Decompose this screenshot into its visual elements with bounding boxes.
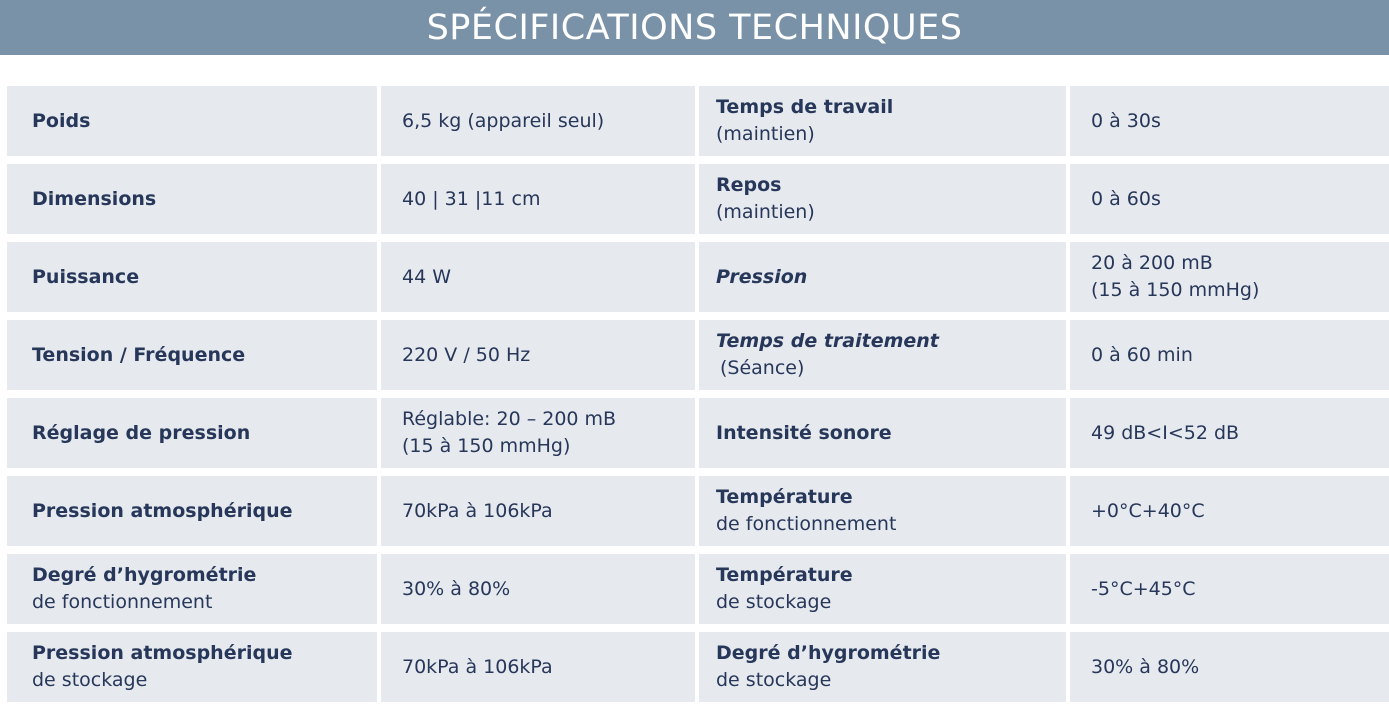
spec-value-cell [381,398,695,468]
spec-label-cell [7,476,377,546]
spec-label: Poids [32,109,91,132]
spec-label: Température [716,564,853,586]
spec-label-cell [7,320,377,390]
spec-label-cell [7,242,377,312]
spec-label-cell [699,242,1066,312]
spec-value: 40 | 31 |11 cm [402,187,541,210]
spec-value: 6,5 kg (appareil seul) [402,109,605,132]
spec-label: Dimensions [32,187,157,210]
spec-value: 0 à 30s [1091,109,1161,132]
header-banner [0,0,1389,55]
spec-label-cell [7,164,377,234]
spec-value-cell [1070,86,1389,156]
spec-label-sub: de stockage [716,591,832,613]
spec-label: Intensité sonore [716,421,892,444]
spec-value-cell [1070,242,1389,312]
spec-label-cell [7,632,377,702]
spec-value: (15 à 150 mmHg) [402,435,571,457]
spec-value-cell [1070,398,1389,468]
spec-value: +0°C+40°C [1091,499,1205,522]
spec-label: Temps de travail [716,96,894,118]
spec-value: 0 à 60 min [1091,343,1193,366]
spec-value: 30% à 80% [402,577,511,600]
spec-label-cell [699,554,1066,624]
spec-label-cell [7,86,377,156]
spec-value-cell [381,86,695,156]
spec-label-cell [699,632,1066,702]
spec-label: Tension / Fréquence [32,343,246,366]
spec-value-cell [1070,320,1389,390]
spec-label-cell [699,320,1066,390]
spec-value-cell [381,554,695,624]
spec-label-sub: de fonctionnement [32,591,213,613]
spec-value: 44 W [402,265,452,288]
spec-value: 0 à 60s [1091,187,1161,210]
spec-label-cell [699,476,1066,546]
spec-label-cell [7,398,377,468]
spec-label-sub: de stockage [716,669,832,691]
spec-table [7,86,1389,702]
spec-value: 30% à 80% [1091,655,1200,678]
spec-label: Temps de traitement [716,330,939,352]
spec-label: Repos [716,174,782,196]
spec-label-sub: (maintien) [716,123,815,145]
spec-value-cell [1070,632,1389,702]
spec-label: Réglage de pression [32,421,251,444]
spec-value-cell [1070,554,1389,624]
spec-label: Pression atmosphérique [32,499,293,522]
spec-value: Réglable: 20 – 200 mB [402,408,617,430]
spec-label: Température [716,486,853,508]
spec-label: Degré d’hygrométrie [716,642,941,664]
spec-label: Pression atmosphérique [32,642,293,664]
spec-label-cell [699,398,1066,468]
spec-value-cell [381,164,695,234]
spec-value-cell [381,632,695,702]
spec-label-cell [7,554,377,624]
spec-value-cell [381,476,695,546]
spec-label-cell [699,86,1066,156]
spec-value: 70kPa à 106kPa [402,655,553,678]
spec-value: 49 dB<I<52 dB [1091,421,1240,444]
spec-value-cell [381,320,695,390]
spec-label: Puissance [32,265,140,288]
spec-value-cell [1070,164,1389,234]
spec-label-sub: (maintien) [716,201,815,223]
spec-value: 220 V / 50 Hz [402,343,531,366]
spec-value: (15 à 150 mmHg) [1091,279,1260,301]
spec-label-sub: de fonctionnement [716,513,897,535]
spec-label-sub: (Séance) [720,357,805,379]
page-title: SPÉCIFICATIONS TECHNIQUES [426,7,963,48]
spec-value-cell [381,242,695,312]
spec-value: -5°C+45°C [1091,577,1196,600]
spec-label-sub: de stockage [32,669,148,691]
spec-value: 70kPa à 106kPa [402,499,553,522]
spec-label-cell [699,164,1066,234]
spec-value: 20 à 200 mB [1091,252,1213,274]
spec-label: Pression [716,265,808,288]
spec-value-cell [1070,476,1389,546]
spec-label: Degré d’hygrométrie [32,564,257,586]
